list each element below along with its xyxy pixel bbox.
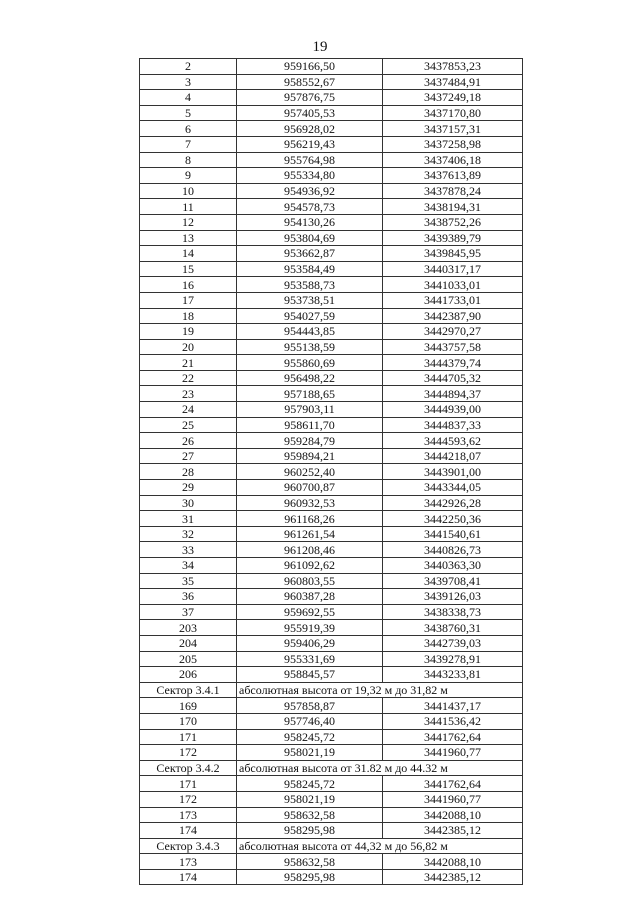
y-coordinate-cell: 3439126,03 <box>383 589 523 605</box>
sector-altitude-range: абсолютная высота от 19,32 м до 31,82 м <box>237 682 523 698</box>
y-coordinate-cell: 3444379,74 <box>383 355 523 371</box>
x-coordinate-cell: 956219,43 <box>237 136 383 152</box>
y-coordinate-cell: 3437170,80 <box>383 105 523 121</box>
y-coordinate-cell: 3440826,73 <box>383 542 523 558</box>
y-coordinate-cell: 3437249,18 <box>383 90 523 106</box>
point-number-cell: 10 <box>140 183 237 199</box>
x-coordinate-cell: 957746,40 <box>237 713 383 729</box>
point-number-cell: 25 <box>140 417 237 433</box>
table-row <box>140 136 523 152</box>
table-row <box>140 698 523 714</box>
y-coordinate-cell: 3441733,01 <box>383 292 523 308</box>
table-row <box>140 651 523 667</box>
point-number-cell: 7 <box>140 136 237 152</box>
point-number-cell: 12 <box>140 214 237 230</box>
x-coordinate-cell: 954130,26 <box>237 214 383 230</box>
y-coordinate-cell: 3444837,33 <box>383 417 523 433</box>
x-coordinate-cell: 953662,87 <box>237 246 383 262</box>
point-number-cell: 205 <box>140 651 237 667</box>
table-row <box>140 246 523 262</box>
x-coordinate-cell: 955334,80 <box>237 168 383 184</box>
x-coordinate-cell: 960932,53 <box>237 495 383 511</box>
table-row <box>140 480 523 496</box>
table-row <box>140 542 523 558</box>
table-row <box>140 90 523 106</box>
x-coordinate-cell: 958245,72 <box>237 729 383 745</box>
point-number-cell: 32 <box>140 526 237 542</box>
point-number-cell: 203 <box>140 620 237 636</box>
y-coordinate-cell: 3441536,42 <box>383 713 523 729</box>
x-coordinate-cell: 961168,26 <box>237 511 383 527</box>
y-coordinate-cell: 3441540,61 <box>383 526 523 542</box>
table-row <box>140 745 523 761</box>
point-number-cell: 3 <box>140 74 237 90</box>
y-coordinate-cell: 3438194,31 <box>383 199 523 215</box>
y-coordinate-cell: 3440363,30 <box>383 558 523 574</box>
point-number-cell: 2 <box>140 59 237 75</box>
table-row <box>140 355 523 371</box>
point-number-cell: 14 <box>140 246 237 262</box>
sector-header-row <box>140 760 523 776</box>
y-coordinate-cell: 3444939,00 <box>383 402 523 418</box>
x-coordinate-cell: 953738,51 <box>237 292 383 308</box>
y-coordinate-cell: 3443344,05 <box>383 480 523 496</box>
x-coordinate-cell: 953804,69 <box>237 230 383 246</box>
table-row <box>140 402 523 418</box>
point-number-cell: 171 <box>140 776 237 792</box>
coordinates-table <box>139 58 523 885</box>
point-number-cell: 21 <box>140 355 237 371</box>
y-coordinate-cell: 3437853,23 <box>383 59 523 75</box>
point-number-cell: 23 <box>140 386 237 402</box>
x-coordinate-cell: 958295,98 <box>237 823 383 839</box>
x-coordinate-cell: 958021,19 <box>237 791 383 807</box>
sector-header-row <box>140 838 523 854</box>
x-coordinate-cell: 961092,62 <box>237 558 383 574</box>
table-row <box>140 59 523 75</box>
table-row <box>140 152 523 168</box>
table-row <box>140 121 523 137</box>
sector-header-row <box>140 682 523 698</box>
y-coordinate-cell: 3444894,37 <box>383 386 523 402</box>
point-number-cell: 5 <box>140 105 237 121</box>
y-coordinate-cell: 3442385,12 <box>383 869 523 885</box>
y-coordinate-cell: 3442088,10 <box>383 854 523 870</box>
table-row <box>140 386 523 402</box>
table-row <box>140 854 523 870</box>
x-coordinate-cell: 959406,29 <box>237 635 383 651</box>
x-coordinate-cell: 961261,54 <box>237 526 383 542</box>
point-number-cell: 17 <box>140 292 237 308</box>
point-number-cell: 13 <box>140 230 237 246</box>
point-number-cell: 172 <box>140 791 237 807</box>
x-coordinate-cell: 955919,39 <box>237 620 383 636</box>
point-number-cell: 28 <box>140 464 237 480</box>
point-number-cell: 9 <box>140 168 237 184</box>
table-row <box>140 573 523 589</box>
point-number-cell: 6 <box>140 121 237 137</box>
x-coordinate-cell: 958632,58 <box>237 807 383 823</box>
point-number-cell: 11 <box>140 199 237 215</box>
y-coordinate-cell: 3438338,73 <box>383 604 523 620</box>
y-coordinate-cell: 3441960,77 <box>383 745 523 761</box>
y-coordinate-cell: 3439389,79 <box>383 230 523 246</box>
point-number-cell: 174 <box>140 869 237 885</box>
point-number-cell: 22 <box>140 370 237 386</box>
x-coordinate-cell: 956928,02 <box>237 121 383 137</box>
table-row <box>140 230 523 246</box>
y-coordinate-cell: 3442385,12 <box>383 823 523 839</box>
y-coordinate-cell: 3442088,10 <box>383 807 523 823</box>
y-coordinate-cell: 3437258,98 <box>383 136 523 152</box>
point-number-cell: 174 <box>140 823 237 839</box>
y-coordinate-cell: 3437484,91 <box>383 74 523 90</box>
y-coordinate-cell: 3442387,90 <box>383 308 523 324</box>
table-row <box>140 464 523 480</box>
table-row <box>140 807 523 823</box>
table-row <box>140 277 523 293</box>
table-row <box>140 183 523 199</box>
point-number-cell: 15 <box>140 261 237 277</box>
point-number-cell: 173 <box>140 807 237 823</box>
y-coordinate-cell: 3438760,31 <box>383 620 523 636</box>
point-number-cell: 29 <box>140 480 237 496</box>
table-row <box>140 495 523 511</box>
x-coordinate-cell: 958245,72 <box>237 776 383 792</box>
table-row <box>140 168 523 184</box>
x-coordinate-cell: 955764,98 <box>237 152 383 168</box>
table-row <box>140 199 523 215</box>
table-row <box>140 713 523 729</box>
x-coordinate-cell: 961208,46 <box>237 542 383 558</box>
x-coordinate-cell: 958632,58 <box>237 854 383 870</box>
x-coordinate-cell: 954027,59 <box>237 308 383 324</box>
y-coordinate-cell: 3439708,41 <box>383 573 523 589</box>
y-coordinate-cell: 3442250,36 <box>383 511 523 527</box>
point-number-cell: 18 <box>140 308 237 324</box>
x-coordinate-cell: 958021,19 <box>237 745 383 761</box>
table-row <box>140 558 523 574</box>
x-coordinate-cell: 954443,85 <box>237 324 383 340</box>
x-coordinate-cell: 958845,57 <box>237 667 383 683</box>
x-coordinate-cell: 960803,55 <box>237 573 383 589</box>
point-number-cell: 206 <box>140 667 237 683</box>
y-coordinate-cell: 3439278,91 <box>383 651 523 667</box>
x-coordinate-cell: 954936,92 <box>237 183 383 199</box>
table-row <box>140 776 523 792</box>
sector-altitude-range: абсолютная высота от 31.82 м до 44.32 м <box>237 760 523 776</box>
table-row <box>140 635 523 651</box>
x-coordinate-cell: 956498,22 <box>237 370 383 386</box>
table-row <box>140 417 523 433</box>
sector-label: Сектор 3.4.2 <box>140 760 237 776</box>
x-coordinate-cell: 953588,73 <box>237 277 383 293</box>
x-coordinate-cell: 960387,28 <box>237 589 383 605</box>
x-coordinate-cell: 957876,75 <box>237 90 383 106</box>
point-number-cell: 170 <box>140 713 237 729</box>
sector-altitude-range: абсолютная высота от 44,32 м до 56,82 м <box>237 838 523 854</box>
table-row <box>140 791 523 807</box>
x-coordinate-cell: 958552,67 <box>237 74 383 90</box>
table-row <box>140 261 523 277</box>
point-number-cell: 37 <box>140 604 237 620</box>
table-row <box>140 729 523 745</box>
x-coordinate-cell: 959692,55 <box>237 604 383 620</box>
point-number-cell: 4 <box>140 90 237 106</box>
point-number-cell: 33 <box>140 542 237 558</box>
table-row <box>140 433 523 449</box>
table-row <box>140 292 523 308</box>
y-coordinate-cell: 3438752,26 <box>383 214 523 230</box>
x-coordinate-cell: 958295,98 <box>237 869 383 885</box>
point-number-cell: 169 <box>140 698 237 714</box>
table-row <box>140 526 523 542</box>
y-coordinate-cell: 3440317,17 <box>383 261 523 277</box>
table-row <box>140 448 523 464</box>
sector-label: Сектор 3.4.3 <box>140 838 237 854</box>
x-coordinate-cell: 957188,65 <box>237 386 383 402</box>
point-number-cell: 24 <box>140 402 237 418</box>
y-coordinate-cell: 3444593,62 <box>383 433 523 449</box>
point-number-cell: 36 <box>140 589 237 605</box>
x-coordinate-cell: 957405,53 <box>237 105 383 121</box>
table-row <box>140 869 523 885</box>
x-coordinate-cell: 957903,11 <box>237 402 383 418</box>
x-coordinate-cell: 958611,70 <box>237 417 383 433</box>
y-coordinate-cell: 3441960,77 <box>383 791 523 807</box>
point-number-cell: 31 <box>140 511 237 527</box>
x-coordinate-cell: 959284,79 <box>237 433 383 449</box>
y-coordinate-cell: 3443757,58 <box>383 339 523 355</box>
y-coordinate-cell: 3443901,00 <box>383 464 523 480</box>
y-coordinate-cell: 3437878,24 <box>383 183 523 199</box>
point-number-cell: 34 <box>140 558 237 574</box>
table-row <box>140 511 523 527</box>
x-coordinate-cell: 955138,59 <box>237 339 383 355</box>
x-coordinate-cell: 960700,87 <box>237 480 383 496</box>
x-coordinate-cell: 955860,69 <box>237 355 383 371</box>
y-coordinate-cell: 3441437,17 <box>383 698 523 714</box>
table-row <box>140 339 523 355</box>
point-number-cell: 172 <box>140 745 237 761</box>
y-coordinate-cell: 3444705,32 <box>383 370 523 386</box>
table-row <box>140 105 523 121</box>
x-coordinate-cell: 960252,40 <box>237 464 383 480</box>
y-coordinate-cell: 3439845,95 <box>383 246 523 262</box>
y-coordinate-cell: 3441033,01 <box>383 277 523 293</box>
point-number-cell: 30 <box>140 495 237 511</box>
table-row <box>140 214 523 230</box>
x-coordinate-cell: 955331,69 <box>237 651 383 667</box>
y-coordinate-cell: 3437157,31 <box>383 121 523 137</box>
point-number-cell: 26 <box>140 433 237 449</box>
table-row <box>140 308 523 324</box>
x-coordinate-cell: 959894,21 <box>237 448 383 464</box>
y-coordinate-cell: 3443233,81 <box>383 667 523 683</box>
sector-label: Сектор 3.4.1 <box>140 682 237 698</box>
table-row <box>140 370 523 386</box>
x-coordinate-cell: 954578,73 <box>237 199 383 215</box>
point-number-cell: 173 <box>140 854 237 870</box>
table-row <box>140 604 523 620</box>
table-row <box>140 324 523 340</box>
x-coordinate-cell: 959166,50 <box>237 59 383 75</box>
y-coordinate-cell: 3442926,28 <box>383 495 523 511</box>
point-number-cell: 27 <box>140 448 237 464</box>
table-row <box>140 823 523 839</box>
x-coordinate-cell: 957858,87 <box>237 698 383 714</box>
y-coordinate-cell: 3444218,07 <box>383 448 523 464</box>
y-coordinate-cell: 3441762,64 <box>383 729 523 745</box>
point-number-cell: 19 <box>140 324 237 340</box>
point-number-cell: 171 <box>140 729 237 745</box>
y-coordinate-cell: 3442739,03 <box>383 635 523 651</box>
y-coordinate-cell: 3437406,18 <box>383 152 523 168</box>
y-coordinate-cell: 3441762,64 <box>383 776 523 792</box>
point-number-cell: 35 <box>140 573 237 589</box>
table-row <box>140 620 523 636</box>
table-row <box>140 667 523 683</box>
table-row <box>140 589 523 605</box>
point-number-cell: 16 <box>140 277 237 293</box>
point-number-cell: 204 <box>140 635 237 651</box>
y-coordinate-cell: 3442970,27 <box>383 324 523 340</box>
page-number: 19 <box>312 39 328 55</box>
table-row <box>140 74 523 90</box>
point-number-cell: 8 <box>140 152 237 168</box>
x-coordinate-cell: 953584,49 <box>237 261 383 277</box>
point-number-cell: 20 <box>140 339 237 355</box>
y-coordinate-cell: 3437613,89 <box>383 168 523 184</box>
